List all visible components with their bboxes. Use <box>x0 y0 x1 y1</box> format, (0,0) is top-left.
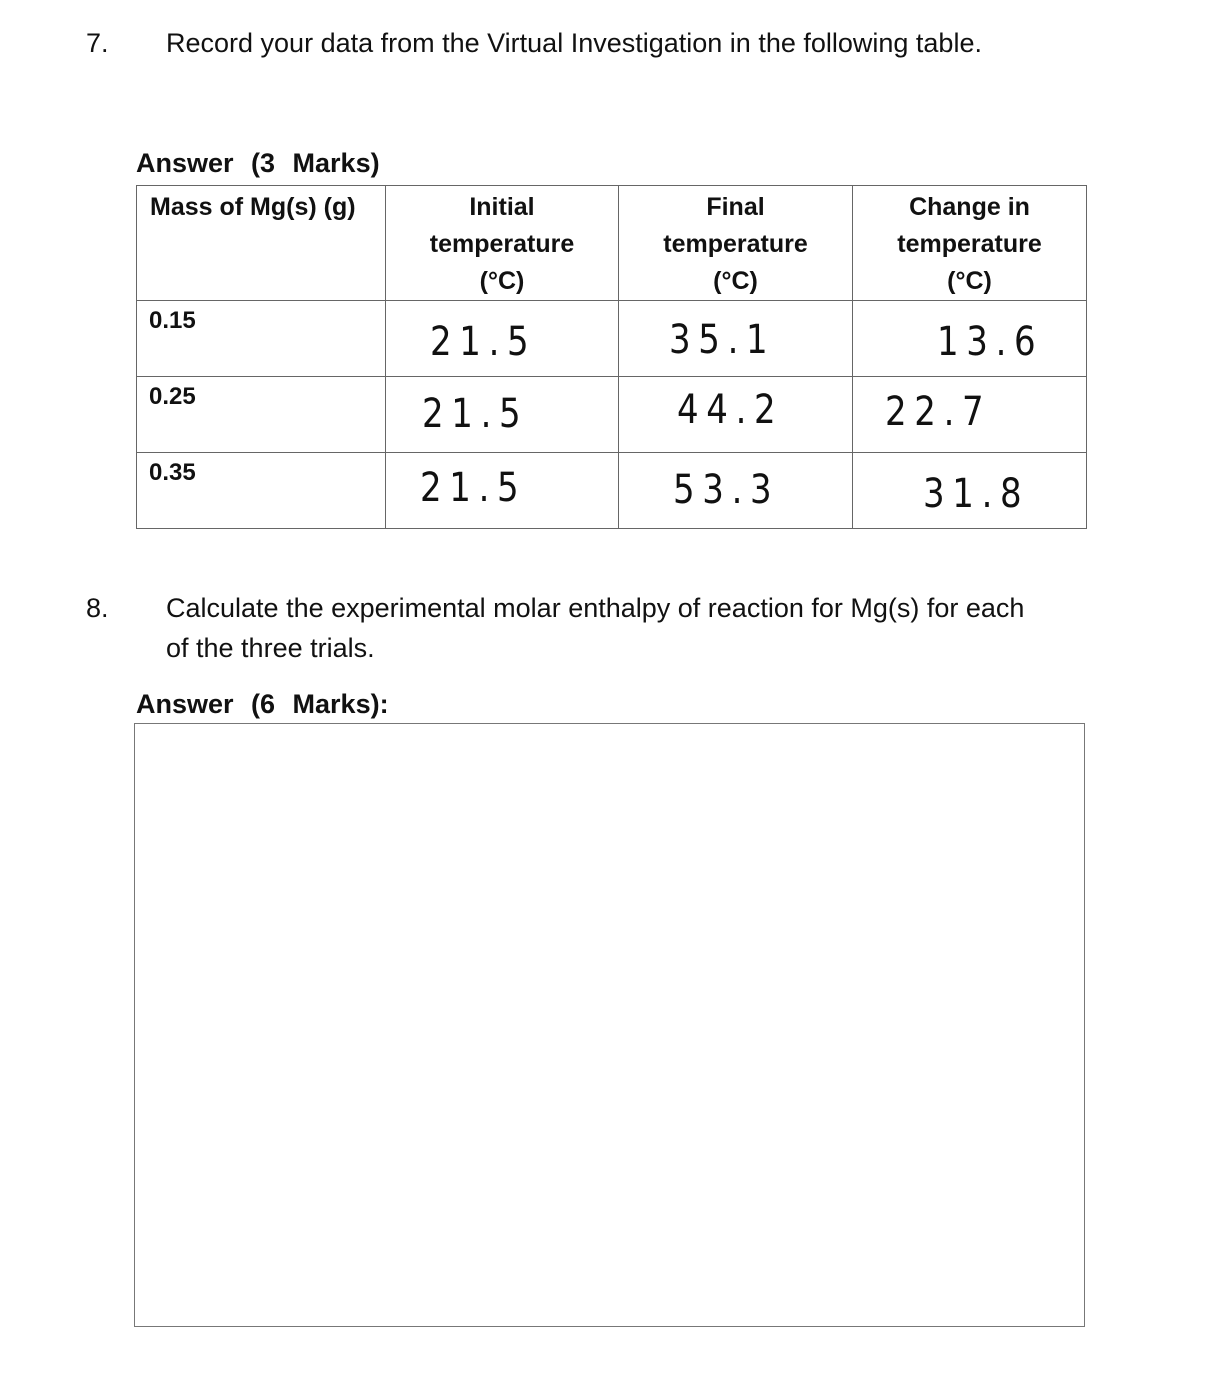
handwritten-final-temp: 44.2 <box>677 387 784 433</box>
mass-value: 0.35 <box>149 459 196 486</box>
final-temp-cell <box>619 377 853 453</box>
initial-temp-cell <box>386 301 619 377</box>
header-initial-temperature <box>386 186 619 301</box>
header-mass-line1: Mass of Mg(s) (g) <box>150 193 356 221</box>
table-row <box>137 301 1087 377</box>
handwritten-initial-temp: 21.5 <box>430 319 537 365</box>
question-8-text-line1: Calculate the experimental molar enthalpy of reaction for Mg(s) for each <box>166 593 1025 623</box>
change-temp-cell <box>853 453 1087 529</box>
header-final-temperature <box>619 186 853 301</box>
data-table <box>136 185 1087 529</box>
handwritten-initial-temp: 21.5 <box>422 391 529 437</box>
header-initial-line1: Initial <box>469 193 535 221</box>
table-header-row <box>137 186 1087 301</box>
header-final-line1: Final <box>706 193 765 221</box>
table-row <box>137 453 1087 529</box>
initial-temp-cell <box>386 377 619 453</box>
header-change-line1: Change in <box>909 193 1030 221</box>
header-initial-line2: temperature <box>429 230 575 258</box>
handwritten-change-temp: 31.8 <box>923 471 1030 517</box>
header-mass <box>137 186 386 301</box>
mass-cell <box>137 453 386 529</box>
answer-box[interactable] <box>134 723 1085 1327</box>
header-initial-line3: (°C) <box>479 267 525 295</box>
question-8-number: 8. <box>86 593 109 623</box>
header-final-line2: temperature <box>663 230 808 258</box>
header-change-in-temperature <box>853 186 1087 301</box>
final-temp-cell <box>619 301 853 377</box>
handwritten-initial-temp: 21.5 <box>420 465 527 511</box>
header-change-line3: (°C) <box>947 267 992 295</box>
mass-value: 0.15 <box>149 307 196 334</box>
final-temp-cell <box>619 453 853 529</box>
mass-cell <box>137 301 386 377</box>
handwritten-final-temp: 53.3 <box>673 467 780 513</box>
mass-value: 0.25 <box>149 383 196 410</box>
question-7-text: Record your data from the Virtual Investigation in the following table. <box>166 28 982 58</box>
header-change-line2: temperature <box>897 230 1042 258</box>
handwritten-change-temp: 13.6 <box>937 319 1044 365</box>
header-final-line3: (°C) <box>713 267 758 295</box>
question-8-answer-label: Answer (6 Marks): <box>136 689 389 719</box>
handwritten-final-temp: 35.1 <box>669 317 776 363</box>
mass-cell <box>137 377 386 453</box>
table-row <box>137 377 1087 453</box>
change-temp-cell <box>853 377 1087 453</box>
question-7-number: 7. <box>86 28 109 58</box>
question-7-answer-label: Answer (3 Marks) <box>136 148 380 178</box>
handwritten-change-temp: 22.7 <box>885 389 992 435</box>
initial-temp-cell <box>386 453 619 529</box>
question-8-text-line2: of the three trials. <box>166 633 375 663</box>
change-temp-cell <box>853 301 1087 377</box>
